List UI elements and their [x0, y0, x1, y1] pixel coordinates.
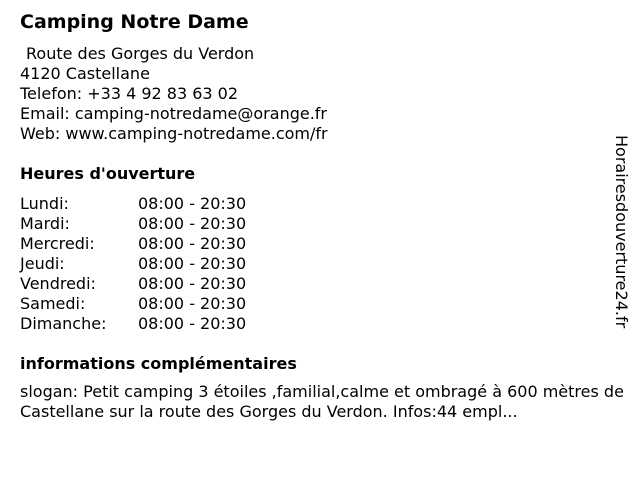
- web-line: Web: www.camping-notredame.com/fr: [20, 124, 328, 143]
- info-description: slogan: Petit camping 3 étoiles ,familial,calme et ombragé à 600 mètres de Castellane sur la route des Gorges du Verdon. Infos:44 empl...: [20, 382, 624, 421]
- info-heading: informations complémentaires: [20, 354, 297, 373]
- time-range: 08:00 - 20:30: [138, 194, 247, 213]
- day-label: Vendredi:: [20, 274, 96, 293]
- watermark-text: Horairesdouverture24.fr: [612, 135, 631, 329]
- watermark: [612, 135, 634, 371]
- business-name: Camping Notre Dame: [20, 11, 249, 33]
- time-range: 08:00 - 20:30: [138, 314, 247, 333]
- address-block: [20, 44, 328, 144]
- day-label: Dimanche:: [20, 314, 107, 333]
- day-label: Mardi:: [20, 214, 70, 233]
- day-label: Jeudi:: [20, 254, 65, 273]
- time-range: 08:00 - 20:30: [138, 254, 247, 273]
- time-range: 08:00 - 20:30: [138, 294, 247, 313]
- time-range: 08:00 - 20:30: [138, 214, 247, 233]
- time-range: 08:00 - 20:30: [138, 234, 247, 253]
- day-label: Lundi:: [20, 194, 69, 213]
- city-line: 4120 Castellane: [20, 64, 150, 83]
- phone-line: Telefon: +33 4 92 83 63 02: [20, 84, 239, 103]
- day-label: Samedi:: [20, 294, 86, 313]
- hours-heading: Heures d'ouverture: [20, 164, 196, 183]
- day-label: Mercredi:: [20, 234, 95, 253]
- street-address: Route des Gorges du Verdon: [26, 44, 255, 63]
- email-line: Email: camping-notredame@orange.fr: [20, 104, 327, 123]
- time-range: 08:00 - 20:30: [138, 274, 247, 293]
